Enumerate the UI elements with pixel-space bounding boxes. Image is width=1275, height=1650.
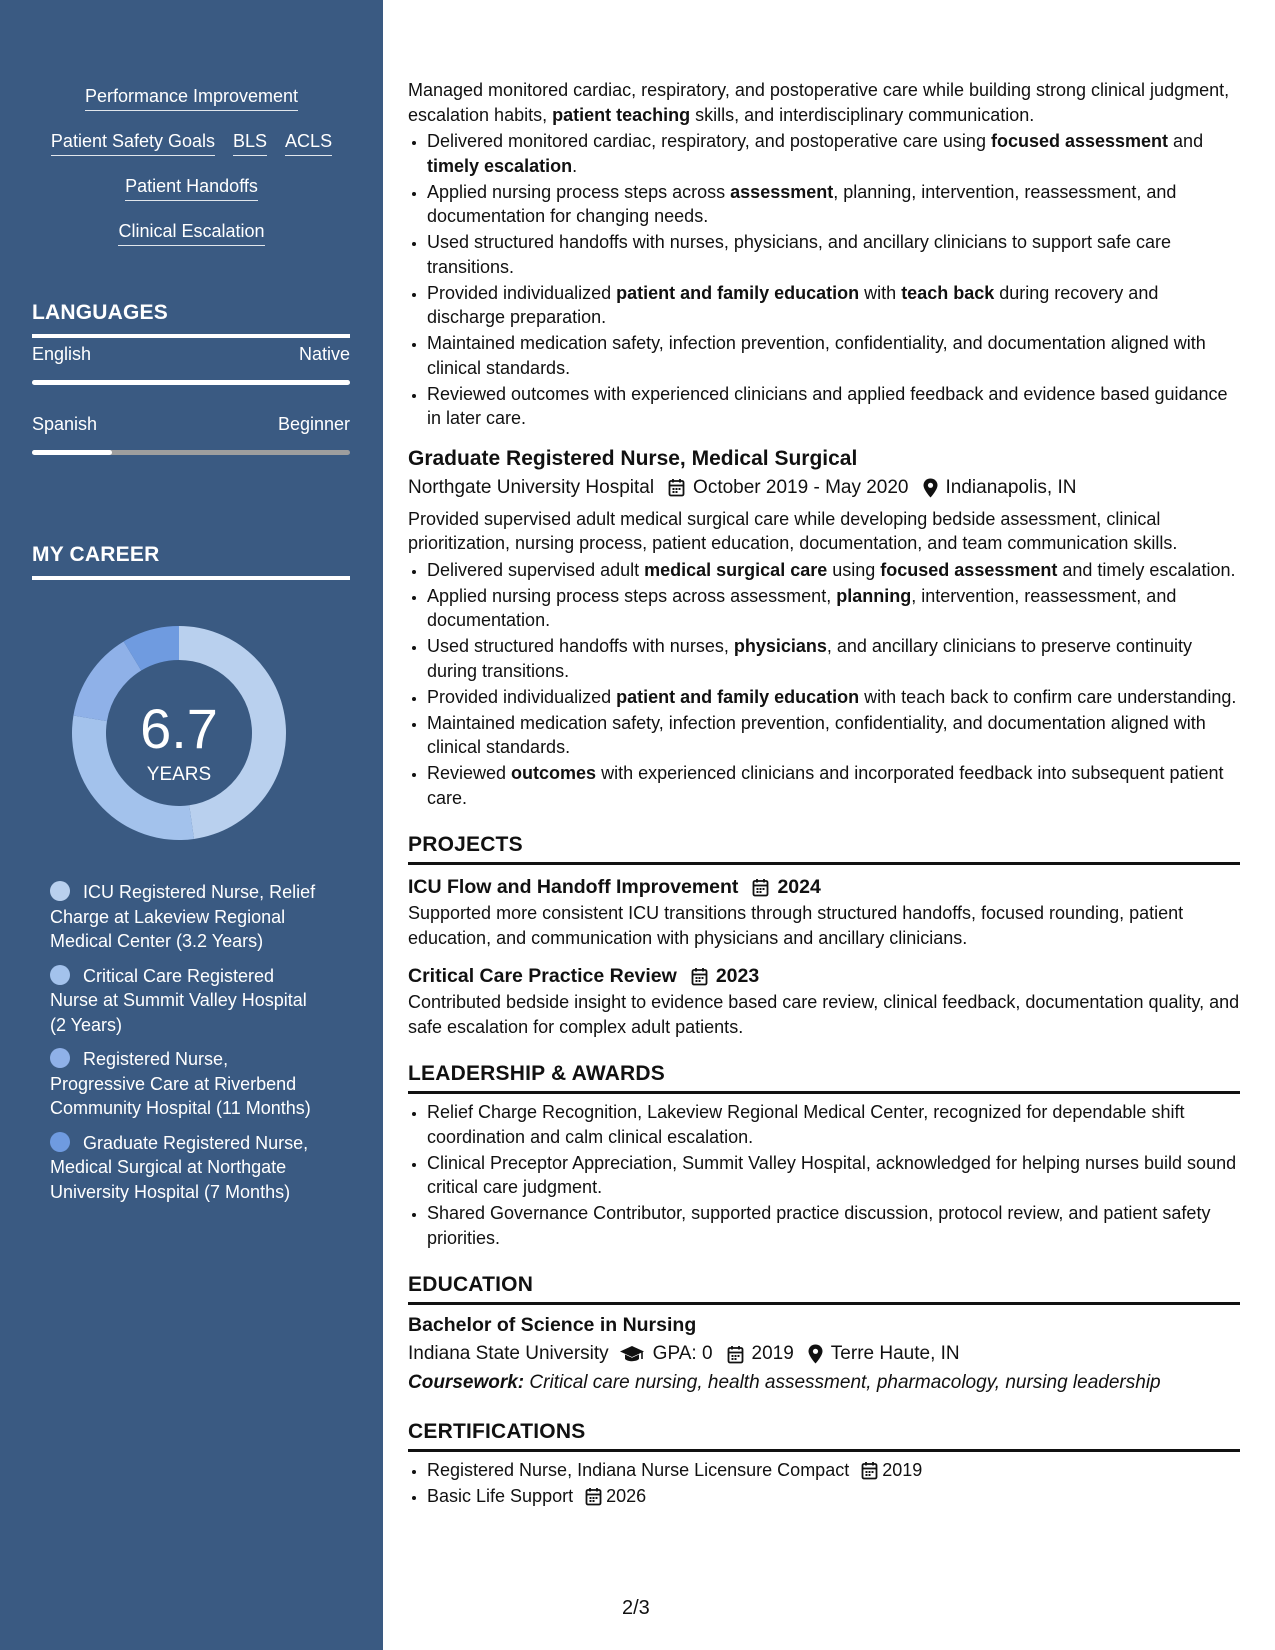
job-location: Indianapolis, IN — [945, 476, 1077, 498]
career-item — [50, 964, 325, 1038]
project-year: 2023 — [715, 965, 760, 987]
skill-row — [0, 84, 383, 129]
project-title: ICU Flow and Handoff Improvement — [408, 876, 739, 898]
career-legend-dot — [50, 1048, 70, 1068]
calendar-icon — [752, 878, 769, 897]
certification-year: 2026 — [606, 1486, 647, 1506]
skills-list — [0, 84, 383, 264]
skill-tag[interactable]: Patient Safety Goals — [51, 129, 215, 156]
education-meta — [408, 1339, 1240, 1369]
job-employer: Northgate University Hospital — [408, 476, 655, 498]
project-year: 2024 — [777, 876, 821, 898]
career-total-unit: YEARS — [146, 764, 212, 785]
project-description: Contributed bedside insight to evidence based care review, clinical feedback, documentation quality, and safe escalation for complex adult patients. — [408, 992, 1240, 1037]
education-degree: Bachelor of Science in Nursing — [408, 1314, 697, 1336]
career-donut-chart — [66, 620, 292, 846]
coursework-label: Coursework: — [408, 1372, 525, 1393]
project-description: Supported more consistent ICU transitions through structured handoffs, focused rounding, patient education, and communication with physicians and ancillary clinicians. — [408, 903, 1184, 948]
career-list — [50, 880, 325, 1214]
language-name: English — [32, 344, 92, 364]
project-header — [408, 873, 1240, 901]
job-bullet: • Provided individualized patient and family education with teach back during recovery and discharge preparation. — [427, 281, 1240, 330]
project-item — [408, 873, 1240, 950]
coursework-text: Critical care nursing, health assessment, pharmacology, nursing leadership — [529, 1372, 1161, 1393]
language-level: Native — [298, 344, 350, 364]
career-item-text: Graduate Registered Nurse, Medical Surgical at Northgate University Hospital (7 Months) — [50, 1132, 309, 1202]
language-name: Spanish — [32, 414, 98, 434]
job-bullet: • Reviewed outcomes with experienced clinicians and applied feedback and evidence based guidance in later care. — [427, 382, 1240, 431]
skill-row — [0, 219, 383, 264]
calendar-icon — [861, 1461, 878, 1480]
education-gpa: GPA: 0 — [652, 1343, 713, 1364]
career-item — [50, 1131, 325, 1205]
certifications-list — [408, 1458, 1240, 1509]
calendar-icon — [727, 1345, 744, 1364]
career-heading: MY CAREER — [32, 540, 350, 580]
skill-row — [0, 129, 383, 174]
education-year: 2019 — [751, 1343, 794, 1364]
skill-tag[interactable]: Clinical Escalation — [118, 219, 264, 246]
job-bullet: • Applied nursing process steps across assessment, planning, intervention, reassessment, and documentation for changing needs. — [427, 180, 1240, 229]
map-pin-icon — [923, 478, 938, 498]
graduation-cap-icon — [619, 1345, 645, 1363]
job-bullet: • Used structured handoffs with nurses, physicians, and ancillary clinicians to preserve continuity during transitions. — [427, 634, 1240, 683]
project-header — [408, 962, 1240, 990]
skill-tag[interactable]: ACLS — [285, 129, 332, 156]
page-number: 2/3 — [622, 1597, 650, 1619]
job-dates: October 2019 - May 2020 — [693, 476, 909, 498]
education-coursework — [408, 1369, 1240, 1397]
job-bullets — [408, 129, 1240, 431]
career-item — [50, 1047, 325, 1121]
job-summary: Provided supervised adult medical surgical care while developing bedside assessment, clinical prioritization, nursing process, patient education, documentation, and team communication skills. — [408, 508, 1178, 553]
career-legend-dot — [50, 965, 70, 985]
project-title: Critical Care Practice Review — [408, 965, 677, 987]
projects-heading: PROJECTS — [408, 828, 1240, 865]
career-legend-dot — [50, 1132, 70, 1152]
map-pin-icon — [808, 1344, 823, 1364]
language-proficiency-bar — [32, 450, 350, 455]
job-bullet: • Applied nursing process steps across assessment, planning, intervention, reassessment, and documentation. — [427, 584, 1240, 633]
sidebar — [0, 0, 383, 1650]
language-proficiency-bar — [32, 380, 350, 385]
career-item-text: Critical Care Registered Nurse at Summit Valley Hospital (2 Years) — [50, 965, 307, 1035]
job-bullet: • Delivered monitored cardiac, respiratory, and postoperative care using focused assessment and timely escalation. — [427, 129, 1240, 178]
career-total-years: 6.7 — [140, 697, 218, 760]
award-item: • Relief Charge Recognition, Lakeview Regional Medical Center, recognized for dependable shift coordination and calm clinical escalation. — [427, 1100, 1240, 1149]
job-intro: Managed monitored cardiac, respiratory, and postoperative care while building strong clinical judgment, escalation habits, patient teaching skills, and interdisciplinary communication. — [408, 80, 1230, 125]
calendar-icon — [668, 478, 685, 497]
education-location: Terre Haute, IN — [830, 1343, 960, 1364]
award-item: • Shared Governance Contributor, supported practice discussion, protocol review, and patient safety priorities. — [427, 1201, 1240, 1250]
skill-tag[interactable]: Performance Improvement — [85, 84, 298, 111]
job-bullet: • Maintained medication safety, infection prevention, confidentiality, and documentation aligned with clinical standards. — [427, 331, 1240, 380]
skill-row — [0, 174, 383, 219]
job-bullet: • Used structured handoffs with nurses, physicians, and ancillary clinicians to support safe care transitions. — [427, 230, 1240, 279]
certification-item — [427, 1458, 1240, 1483]
certification-name: • Registered Nurse, Indiana Nurse Licensure Compact — [427, 1460, 850, 1480]
calendar-icon — [585, 1487, 602, 1506]
skill-tag[interactable]: BLS — [233, 129, 267, 156]
job-meta — [408, 473, 1240, 503]
languages-heading: LANGUAGES — [32, 298, 350, 338]
job-bullet: • Delivered supervised adult medical surgical care using focused assessment and timely escalation. — [427, 558, 1240, 583]
job-title: Graduate Registered Nurse, Medical Surgical — [408, 446, 858, 470]
education-heading: EDUCATION — [408, 1268, 1240, 1305]
award-item: • Clinical Preceptor Appreciation, Summit Valley Hospital, acknowledged for helping nurses build sound critical care judgment. — [427, 1151, 1240, 1200]
calendar-icon — [691, 967, 708, 986]
language-proficiency-fill — [32, 450, 112, 455]
language-proficiency-fill — [32, 380, 350, 385]
career-item-text: Registered Nurse, Progressive Care at Riverbend Community Hospital (11 Months) — [50, 1049, 311, 1118]
job-bullet: • Maintained medication safety, infection prevention, confidentiality, and documentation aligned with clinical standards. — [427, 711, 1240, 760]
language-spanish — [32, 412, 350, 455]
job-bullet: • Provided individualized patient and family education with teach back to confirm care understanding. — [427, 685, 1240, 710]
certifications-heading: CERTIFICATIONS — [408, 1415, 1240, 1452]
certification-item — [427, 1484, 1240, 1509]
leadership-heading: LEADERSHIP & AWARDS — [408, 1057, 1240, 1094]
projects-list — [408, 873, 1240, 1039]
job-bullet: • Reviewed outcomes with experienced clinicians and incorporated feedback into subsequent patient care. — [427, 761, 1240, 810]
main-content — [408, 78, 1240, 1510]
language-level: Beginner — [277, 414, 350, 434]
career-item-text: ICU Registered Nurse, Relief Charge at Lakeview Regional Medical Center (3.2 Years) — [50, 882, 316, 951]
project-item — [408, 962, 1240, 1039]
career-item — [50, 880, 325, 954]
career-legend-dot — [50, 881, 70, 901]
certification-year: 2019 — [882, 1460, 923, 1480]
language-english — [32, 342, 350, 385]
skill-tag[interactable]: Patient Handoffs — [125, 174, 258, 201]
certification-name: • Basic Life Support — [427, 1486, 574, 1506]
education-school: Indiana State University — [408, 1343, 609, 1364]
leadership-list — [408, 1100, 1240, 1250]
job-bullets — [408, 558, 1240, 811]
